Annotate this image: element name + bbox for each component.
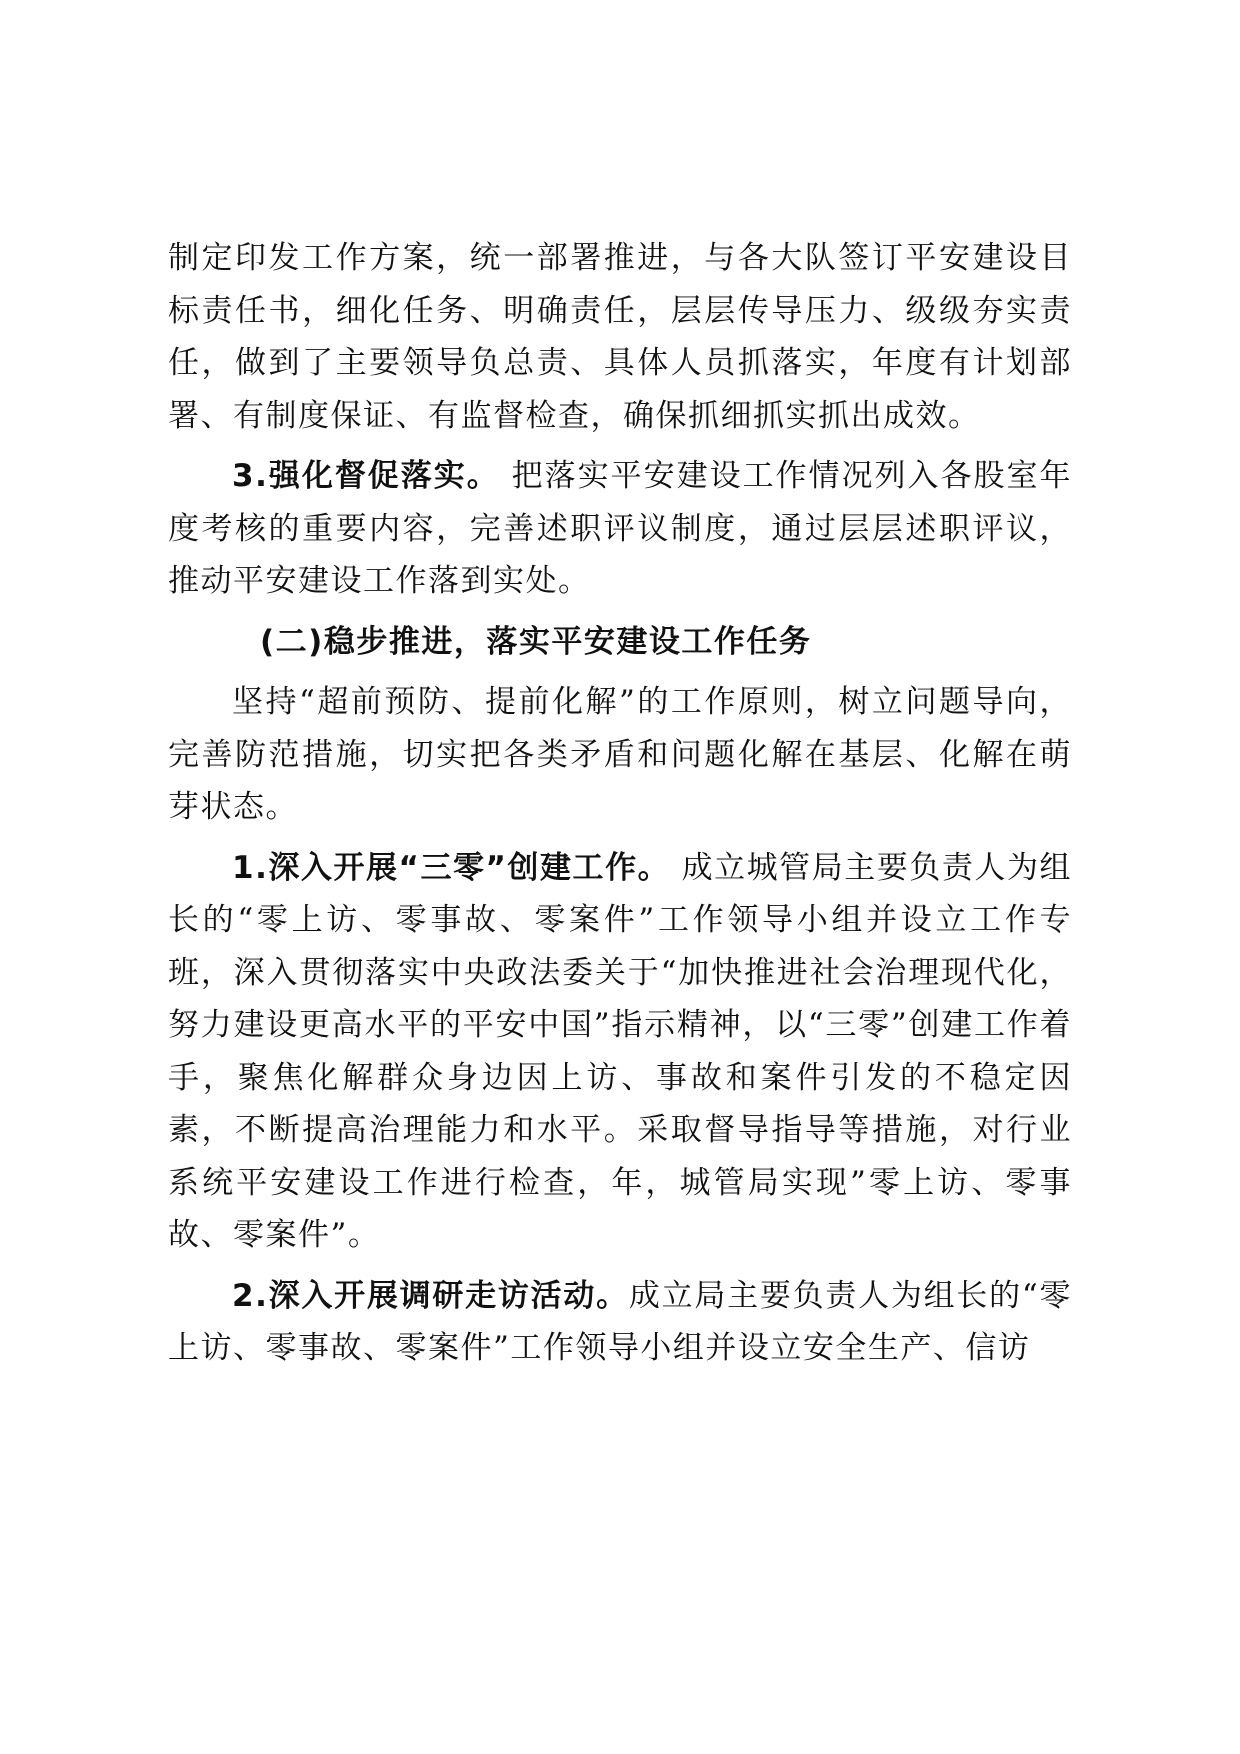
paragraph-principle	[168, 676, 1072, 834]
paragraph-text: 制定印发工作方案，统一部署推进，与各大队签订平安建设目标责任书，细化任务、明确责任，层层传导压力、级级夯实责任，做到了主要领导负总责、具体人员抓落实，年度有计划部署、有制度保证、有监督检查，确保抓细抓实抓出成效。	[168, 240, 1072, 434]
paragraph-supervision	[168, 450, 1072, 608]
paragraph-text: 成立局主要负责人为组长的“零上访、零事故、零案件”工作领导小组并设立安全生产、信访	[168, 1277, 1072, 1366]
paragraph-lead-heading: 3.强化督促落实。	[232, 458, 500, 494]
paragraph-three-zero	[168, 842, 1072, 1262]
paragraph-lead-heading: 2.深入开展调研走访活动。	[232, 1277, 629, 1314]
paragraph-text: 把落实平安建设工作情况列入各股室年度考核的重要内容，完善述职评议制度，通过层层述职评议，推动平安建设工作落到实处。	[168, 458, 1072, 599]
document-body	[168, 232, 1072, 1383]
paragraph-text: 坚持“超前预防、提前化解”的工作原则，树立问题导向，完善防范措施，切实把各类矛盾和问题化解在基层、化解在萌芽状态。	[168, 684, 1072, 825]
paragraph-text: 成立城管局主要负责人为组长的“零上访、零事故、零案件”工作领导小组并设立工作专班，深入贯彻落实中央政法委关于“加快推进社会治理现代化，努力建设更高水平的平安中国”指示精神，以“三零”创建工作着手，聚焦化解群众身边因上访、事故和案件引发的不稳定因素，不断提高治理能力和水平。采取督导指导等措施，对行业系统平安建设工作进行检查，年，城管局实现”零上访、零事故、零案件”。	[168, 849, 1073, 1253]
section-heading: (二)稳步推进，落实平安建设工作任务	[260, 623, 812, 660]
paragraph-lead-heading: 1.深入开展“三零”创建工作。	[232, 849, 671, 886]
paragraph-research-visits	[168, 1270, 1072, 1375]
paragraph-responsibility	[168, 232, 1072, 442]
